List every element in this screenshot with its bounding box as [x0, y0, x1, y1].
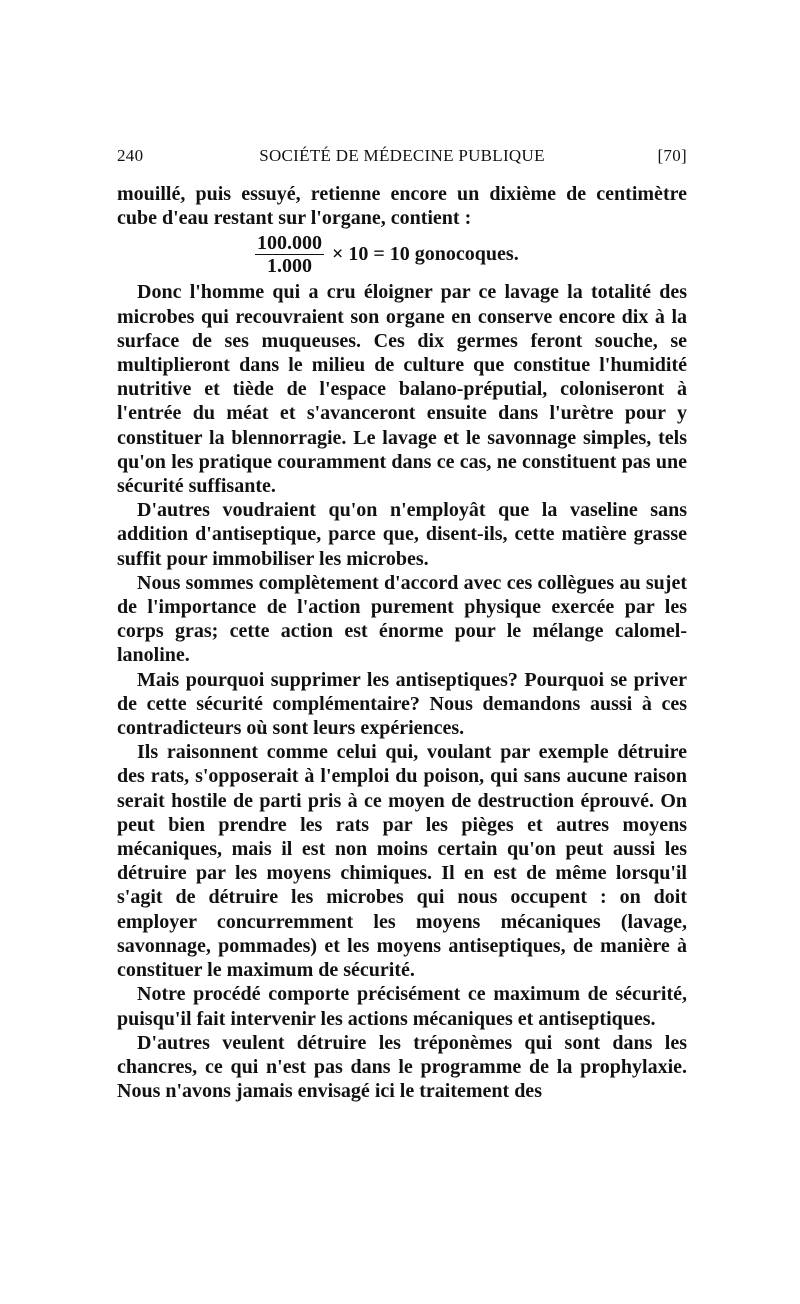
bracket-reference: [70] — [657, 146, 687, 165]
running-title: SOCIÉTÉ DE MÉDECINE PUBLIQUE — [259, 146, 545, 165]
paragraph: Notre procédé comporte précisément ce maximum de sécurité, puisqu'il fait intervenir les actions mécaniques et antiseptiques. — [117, 983, 687, 1030]
paragraph: D'autres voudraient qu'on n'employât que la vaseline sans addition d'antiseptique, parce que, disent-ils, cette matière grasse suffit pour immobiliser les microbes. — [117, 499, 687, 570]
page-number: 240 — [117, 146, 144, 165]
paragraph: Mais pourquoi supprimer les antiseptiques? Pourquoi se priver de cette sécurité complémentaire? Nous demandons aussi à ces contradicteurs où sont leurs expériences. — [117, 668, 687, 740]
formula — [255, 232, 687, 276]
formula-result: × 10 = 10 gonocoques. — [332, 243, 519, 266]
body-text — [117, 182, 687, 1103]
fraction-denominator: 1.000 — [267, 254, 312, 277]
paragraph: Nous sommes complètement d'accord avec ces collègues au sujet de l'importance de l'action purement physique exercée par les corps gras; cette action est énorme pour le mélange calomel-lanoline. — [117, 571, 687, 667]
running-header — [117, 146, 687, 170]
paragraph-continuation: mouillé, puis essuyé, retienne encore un dixième de centimètre cube d'eau restant sur l'organe, contient : — [117, 183, 687, 230]
paragraph: Ils raisonnent comme celui qui, voulant par exemple détruire des rats, s'opposerait à l'emploi du poison, qui sans aucune raison serait hostile de parti pris à ce moyen de destruction éprouvé. On peut bien prendre les rats par les pièges et autres moyens mécaniques, mais il est non moins certain qu'on peut aussi les détruire par les moyens chimiques. Il en est de même lorsqu'il s'agit de détruire les microbes qui nous occupent : on doit employer concurremment les moyens mécaniques (lavage, savonnage, pommades) et les moyens antiseptiques, de manière à constituer le maximum de sécurité. — [117, 741, 687, 982]
paragraph: Donc l'homme qui a cru éloigner par ce lavage la totalité des microbes qui recouvraient son organe en conserve encore dix à la surface de ses muqueuses. Ces dix germes feront souche, se multiplieront dans le milieu de culture que constitue l'humidité nutritive et tiède de l'espace balano-préputial, coloniseront à l'entrée du méat et s'avanceront ensuite dans l'urètre pour y constituer la blennorragie. Le lavage et le savonnage simples, tels qu'on les pratique couramment dans ce cas, ne constituent pas une sécurité suffisante. — [117, 281, 687, 498]
fraction-numerator: 100.000 — [257, 231, 322, 254]
fraction — [255, 233, 324, 276]
paragraph: D'autres veulent détruire les tréponèmes qui sont dans les chancres, ce qui n'est pas dans le programme de la prophylaxie. Nous n'avons jamais envisagé ici le traitement des — [117, 1031, 687, 1103]
